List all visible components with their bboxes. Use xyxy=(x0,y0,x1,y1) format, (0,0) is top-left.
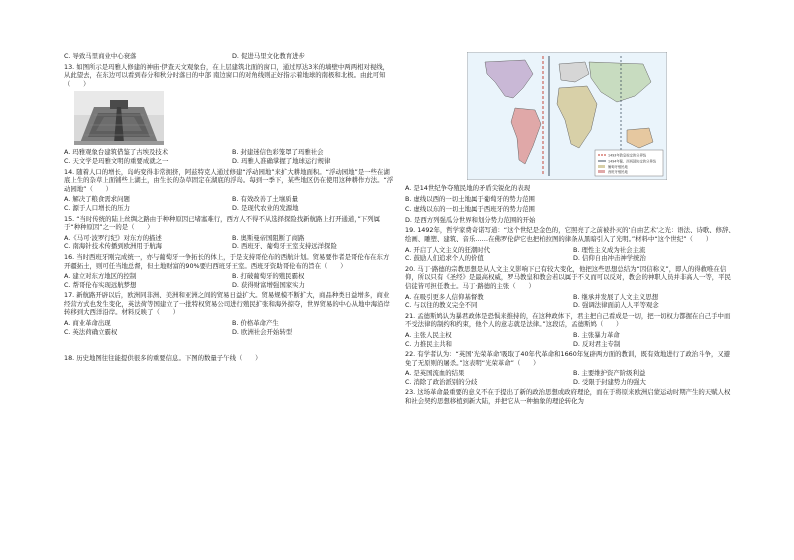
q17-option-c: C. 英法荷确立霸权 xyxy=(64,327,118,336)
q20-option-a: A. 在吸引更多人信仰基督教 xyxy=(405,292,484,301)
q21-options xyxy=(405,331,735,348)
q12-option-d: D. 促进马里文化教育进步 xyxy=(232,52,305,60)
q17-stem: 17. 新航路开辟以后，欧洲同非洲、美洲和亚洲之间的贸易日益扩大。贸易规模不断扩大，商品种类日益增多，商业经营方式也发生变化，英法荷等国建立了一批特权贸易公司进行殖民扩张和海外掠夺，世界贸易的中心从地中海沿岸转移到大西洋沿岸。材料反映了（ ） xyxy=(64,291,390,317)
q18-option-d: D. 是西方列强瓜分世界和划分势力范围的开始 xyxy=(405,215,536,224)
q22-stem: 22. 有学者认为：“英国‘光荣革命’吸取了40年代革命和1660年复辟两方面的教训，既有效地进行了政治斗争，又避免了无原则的屠杀。”这表明“光荣革命”（ ） xyxy=(405,350,731,367)
q13-option-a: A. 玛雅观象台建筑借鉴了古埃及技术 xyxy=(64,148,169,157)
q21-option-a: A. 主张人民主权 xyxy=(405,330,452,339)
q20-stem: 20. 马丁·路德的宗教思想是从人文主义影响下已有较大变化，他把这些思想总结为“因信称义”，即人的得救唯在信仰，所以只有《圣经》是最高权威，罗马教皇和教会若以属于不义而可以反对，教会的神职人员并非高人一等，平民信徒皆可担任教士。马丁·路德的主张（ ） xyxy=(405,264,731,290)
q22-options xyxy=(405,369,735,386)
q14-option-a: A. 解决了粮食需求问题 xyxy=(64,195,130,204)
q15-option-b: B. 奥斯曼帝国阻断了商路 xyxy=(232,233,305,242)
pyramid-photo-icon xyxy=(74,91,164,145)
q22-option-a: A. 是英国流血的结果 xyxy=(405,369,465,378)
q18-option-a: A. 是14世纪争夺殖民地的矛盾尖锐化的表现 xyxy=(405,184,531,192)
map-legend-1: 1493年教皇规定的分界线 xyxy=(608,153,647,158)
q13-option-c: C. 天文学是玛雅文明的重要成就之一 xyxy=(64,156,169,165)
q14-options xyxy=(64,195,394,212)
q16-option-c: C. 帮哥伦布实现远航梦想 xyxy=(64,280,137,289)
q19-options xyxy=(405,246,735,263)
q14-option-d: D. 是现代农业的发源地 xyxy=(232,203,299,212)
q20-option-d: D. 强调法律面前人人平等观念 xyxy=(573,301,659,310)
q15-options xyxy=(64,234,394,251)
q16-option-d: D. 获得财富增强国家实力 xyxy=(232,280,305,289)
q13-stem: 13. 如图所示是玛雅人修建的神庙·伊查天文观象台，在上层建筑北面的窗口，通过厚达3米的墙壁中两两相对视线，从此望去，在东边可以看到春分和秋分时落日的中部 南边窗口的对角线则正好指示着地球的南极和北极。由此可知（ ） xyxy=(64,62,390,88)
map-legend-4: 西班牙殖民地 xyxy=(608,170,628,174)
map-legend-2: 1494年葡、西两国协定的分界线 xyxy=(608,159,656,164)
q15-option-c: C. 南海针技术传播到欧洲用于航海 xyxy=(64,242,162,251)
q19-option-d: D. 信仰自由冲击神学统治 xyxy=(573,254,646,263)
q12-options xyxy=(64,52,394,61)
q19-option-b: B. 理性主义成为社会主流 xyxy=(573,245,646,254)
q17-option-a: A. 商业革命出现 xyxy=(64,319,111,328)
q14-option-b: B. 有效改善了土壤质量 xyxy=(232,195,298,204)
q17-options xyxy=(64,319,394,336)
q15-stem: 15. “当时传统的陆上丝绸之路由于种种原因已堵塞难行，西方人不得不从选择探险找新航路上打开通道，”下列属于“种种原因”之一的是（ ） xyxy=(64,214,380,232)
q21-option-b: B. 主张暴力革命 xyxy=(573,330,620,339)
q15-option-d: D. 西班牙、葡萄牙王室支持远洋探险 xyxy=(232,242,337,251)
q18-option-c: C. 虚线以东的一切土地属于西班牙的势力范围 xyxy=(405,205,535,214)
q17-option-d: D. 欧洲社会开始转型 xyxy=(232,327,293,336)
q21-option-c: C. 力推民主共和 xyxy=(405,339,452,348)
q12-option-c: C. 导致马里商业中心衰落 xyxy=(64,52,137,60)
q19-option-c: C. 鼓励人们追求个人的价值 xyxy=(405,254,484,263)
q13-option-b: B. 封建迷信色彩笼罩了玛雅社会 xyxy=(232,148,324,157)
q15-option-a: A.《马可·波罗行纪》对东方的描述 xyxy=(64,233,162,242)
q14-option-c: C. 源于人口增长的压力 xyxy=(64,203,131,212)
q23-stem: 23. 这场革命最重要的意义不在于提出了新的政治思想或政府理论，而在于将原来欧洲启蒙运动时期产生的天赋人权和社会契约思想移植到新大陆，并把它从一种抽象的理论转化为 xyxy=(405,388,731,406)
q16-option-a: A. 建立对东方地区的控制 xyxy=(64,272,137,281)
q22-option-b: B. 主要维护资产阶级利益 xyxy=(573,369,646,378)
q13-options xyxy=(64,148,394,165)
q17-option-b: B. 价格革命产生 xyxy=(232,319,279,328)
q19-option-a: A. 开启了人文主义的狂潮时代 xyxy=(405,245,491,254)
right-column xyxy=(405,52,735,408)
q19-stem: 19. 1492年，哲学家费奇诺写道：“这个世纪是金色的，它照亮了之前被扑灭的‘自由艺术’之光：语法、诗歌、修辞、绘画、雕塑、建筑、音乐……在佛罗伦萨它也把柏拉图的律条从黑暗引入了光明。”材料中“这个世纪”（ ） xyxy=(405,226,735,243)
left-column xyxy=(64,52,394,365)
q16-options xyxy=(64,272,394,289)
q20-option-b: B. 继承并发展了人文主义思想 xyxy=(573,292,659,301)
q21-option-d: D. 反对君主专制 xyxy=(573,339,621,348)
q18-stem: 18. 历史地图往往能提供很多的重要信息。下图的数量子午线（ ） xyxy=(64,354,262,363)
world-map-icon xyxy=(467,52,667,180)
q16-option-b: B. 打破葡萄牙的殖民霸权 xyxy=(232,272,305,281)
q22-option-c: C. 消除了政治派别的分歧 xyxy=(405,377,478,386)
map-legend-3: 葡萄牙殖民地 xyxy=(608,165,628,169)
q22-option-d: D. 受限于封建势力的强大 xyxy=(573,377,646,386)
q13-option-d: D. 玛雅人准确掌握了地球运行规律 xyxy=(232,156,331,165)
q20-options xyxy=(405,293,735,310)
q14-stem: 14. 随着人口的增长，岛屿变得非常拥挤，阿兹特克人通过修建“浮动园地”来扩大耕地面积。“浮动园地”是一些在湖底上生的杂草上面铺些上湖土，由生长的杂草固定在湖底的浮岛。每到一季下，某些地区仍在使用这种耕作方法。“浮动园地”（ ） xyxy=(64,167,394,193)
q20-option-c: C. 与以往的教义完全不同 xyxy=(405,301,478,310)
q21-stem: 21. 孟德斯鸠认为暴君政体是恐惧来推持的，在这种政体下，君主把自己看成是一切，把一切权力都握在自己手中而不受法律的制约和约束，他个人的意志就是法律。”这段话，孟德斯鸠（ ） xyxy=(405,311,731,329)
q18-option-b: B. 虚线以西的一切土地属于葡萄牙的势力范围 xyxy=(405,194,535,203)
q16-stem: 16. 当时西班牙刚完成统一，亦与葡萄牙一争拓长的体上，于是支持哥伦布的西航计划。贸易要作者是哥伦布在东方开疆拓土，则可任当地总督，但土地财富的90%要归西班牙王室。西班牙资助哥伦布的旨在（ ） xyxy=(64,252,390,270)
